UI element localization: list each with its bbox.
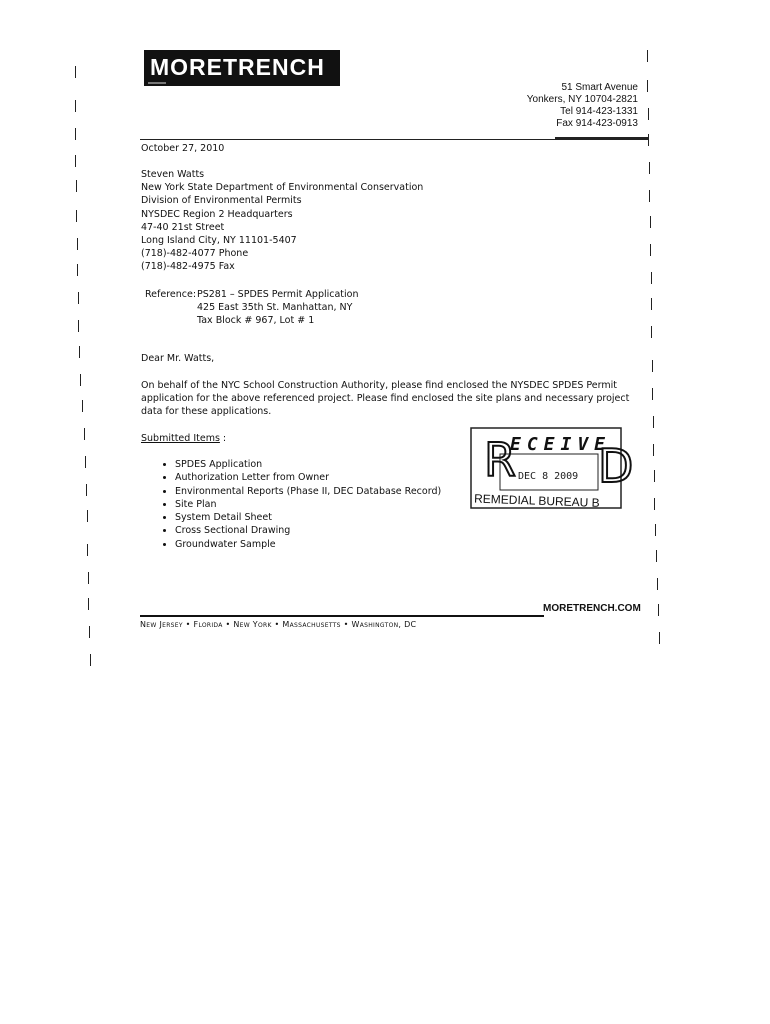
scan-mark bbox=[89, 626, 90, 638]
scan-mark bbox=[656, 550, 657, 562]
submitted-heading bbox=[141, 432, 226, 445]
scan-mark bbox=[653, 416, 654, 428]
logo-underline-mark bbox=[148, 82, 166, 84]
recipient-org: New York State Department of Environmental Conservation bbox=[141, 182, 424, 194]
scan-mark bbox=[652, 360, 653, 372]
scan-mark bbox=[650, 216, 651, 228]
company-logo bbox=[144, 50, 340, 86]
list-item: • Groundwater Sample bbox=[175, 538, 441, 551]
list-item: • System Detail Sheet bbox=[175, 511, 441, 524]
scan-mark bbox=[88, 598, 89, 610]
stamp-date: DEC 8 2009 bbox=[518, 471, 579, 482]
scan-mark bbox=[657, 578, 658, 590]
scan-mark bbox=[651, 298, 652, 310]
scan-mark bbox=[76, 180, 77, 192]
stamp-big-r: R bbox=[484, 433, 516, 487]
recipient-name: Steven Watts bbox=[141, 169, 205, 180]
scan-mark bbox=[75, 128, 76, 140]
header-rule-accent bbox=[555, 137, 648, 139]
scan-mark bbox=[658, 604, 659, 616]
scan-mark bbox=[85, 456, 86, 468]
scan-mark bbox=[77, 264, 78, 276]
footer-rule bbox=[140, 615, 544, 617]
list-item: • SPDES Application bbox=[175, 458, 441, 471]
recipient-region: NYSDEC Region 2 Headquarters bbox=[141, 208, 293, 220]
logo-text: MORETRENCH bbox=[150, 54, 325, 80]
scan-mark bbox=[78, 292, 79, 304]
scan-mark bbox=[75, 155, 76, 167]
scan-mark bbox=[90, 654, 91, 666]
address-tel: Tel 914-423-1331 bbox=[560, 106, 638, 117]
scan-mark bbox=[79, 346, 80, 358]
list-item: • Cross Sectional Drawing bbox=[175, 524, 441, 537]
address-street: 51 Smart Avenue bbox=[561, 82, 638, 93]
scan-mark bbox=[647, 80, 648, 92]
scan-mark bbox=[86, 484, 87, 496]
scan-mark bbox=[650, 244, 651, 256]
scan-mark bbox=[80, 374, 81, 386]
recipient-street: 47-40 21st Street bbox=[141, 221, 225, 233]
list-item: • Authorization Letter from Owner bbox=[175, 471, 441, 484]
scan-mark bbox=[649, 190, 650, 202]
reference-line-2: 425 East 35th St. Manhattan, NY bbox=[197, 302, 353, 314]
submitted-label: Submitted Items bbox=[141, 433, 220, 444]
scan-mark bbox=[84, 428, 85, 440]
scan-mark bbox=[659, 632, 660, 644]
reference-label: Reference: bbox=[145, 289, 197, 300]
recipient-division: Division of Environmental Permits bbox=[141, 195, 302, 207]
scan-mark bbox=[87, 544, 88, 556]
scan-mark bbox=[651, 272, 652, 284]
list-item: • Environmental Reports (Phase II, DEC Database Record) bbox=[175, 485, 441, 498]
scan-mark bbox=[648, 108, 649, 120]
address-city: Yonkers, NY 10704-2821 bbox=[526, 94, 638, 105]
stamp-bureau: REMEDIAL BUREAU B bbox=[473, 491, 600, 510]
scan-mark bbox=[75, 100, 76, 112]
stamp-big-d: D bbox=[598, 439, 634, 493]
scan-mark bbox=[87, 510, 88, 522]
scan-mark bbox=[651, 326, 652, 338]
reference-line-1: PS281 – SPDES Permit Application bbox=[197, 289, 359, 300]
recipient-city: Long Island City, NY 11101-5407 bbox=[141, 235, 297, 247]
scan-mark bbox=[649, 162, 650, 174]
reference-block bbox=[197, 288, 359, 328]
scan-mark bbox=[76, 210, 77, 222]
received-stamp bbox=[470, 424, 634, 517]
reference-line-3: Tax Block # 967, Lot # 1 bbox=[197, 315, 315, 327]
recipient-phone: (718)-482-4077 Phone bbox=[141, 248, 249, 260]
scan-mark bbox=[653, 444, 654, 456]
recipient-fax: (718)-482-4975 Fax bbox=[141, 261, 235, 273]
scan-mark bbox=[647, 50, 648, 62]
address-fax: Fax 914-423-0913 bbox=[556, 118, 638, 129]
letter-body: On behalf of the NYC School Construction Authority, please find enclosed the NYSDEC SPDES Permit application for the above referenced project. Please find enclosed the site plans and necessary project data for these applications. bbox=[141, 380, 630, 418]
salutation: Dear Mr. Watts, bbox=[141, 353, 215, 364]
stamp-word: ECEIVE bbox=[510, 434, 612, 455]
footer-locations: New Jersey • Florida • New York • Massachusetts • Washington, DC bbox=[140, 620, 417, 629]
company-address bbox=[527, 82, 638, 130]
recipient-block bbox=[141, 168, 423, 274]
list-item: • Site Plan bbox=[175, 498, 441, 511]
scan-mark bbox=[648, 134, 649, 146]
scan-mark bbox=[655, 524, 656, 536]
scan-mark bbox=[654, 498, 655, 510]
scan-mark bbox=[77, 238, 78, 250]
scan-mark bbox=[652, 388, 653, 400]
header-rule bbox=[140, 139, 648, 140]
scan-mark bbox=[82, 400, 83, 412]
scan-mark bbox=[654, 470, 655, 482]
scan-mark bbox=[88, 572, 89, 584]
letter-date: October 27, 2010 bbox=[141, 143, 225, 154]
submitted-items-list bbox=[141, 458, 441, 551]
scan-mark bbox=[75, 66, 76, 78]
submitted-colon: : bbox=[219, 433, 227, 444]
footer-website: MORETRENCH.COM bbox=[543, 603, 641, 614]
scan-mark bbox=[78, 320, 79, 332]
